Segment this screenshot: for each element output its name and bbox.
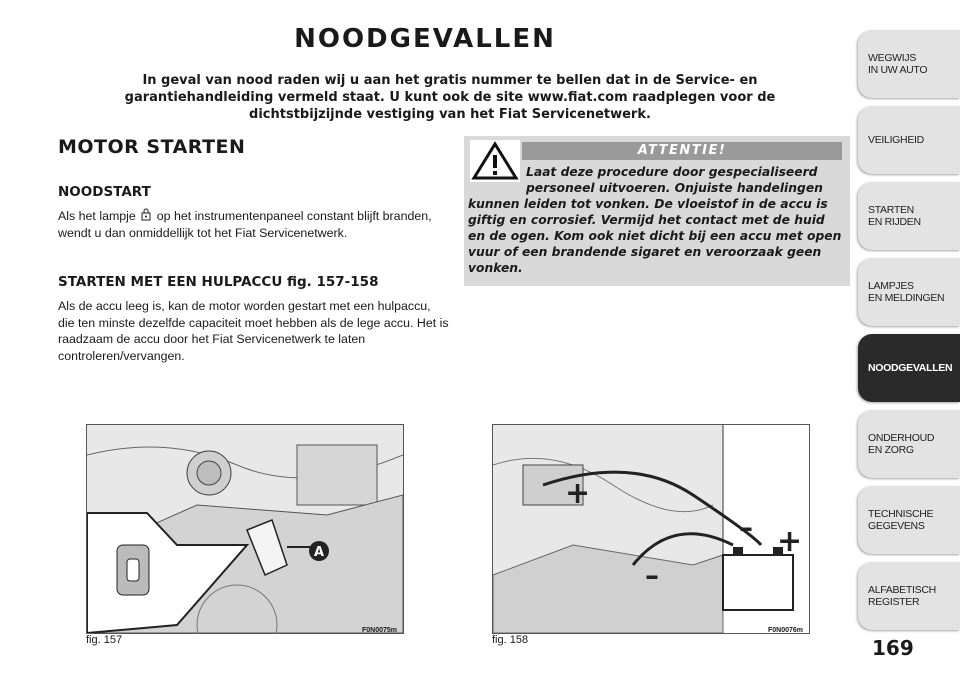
- plus-sign-1: +: [565, 476, 591, 511]
- minus-sign-1: –: [739, 511, 753, 544]
- intro-text: In geval van nood raden wij u aan het gratis nummer te bellen dat in de Service- en garantiehandleiding vermeld staat. U kunt ook de site www.fiat.com raadplegen voor de dichtstbijzijnde vestiging van het Fiat Servicenetwerk.: [124, 73, 776, 122]
- tab-noodgevallen[interactable]: NOODGEVALLEN: [858, 334, 960, 402]
- section-heading: MOTOR STARTEN: [58, 136, 246, 158]
- subheading-hulpaccu: STARTEN MET EEN HULPACCU fig. 157-158: [58, 274, 379, 290]
- paragraph-noodstart-a: Als het lampje: [58, 209, 136, 223]
- callout-a: A: [313, 545, 325, 560]
- paragraph-hulpaccu: Als de accu leeg is, kan de motor worden gestart met een hulpaccu, die ten minste dezelfde capaciteit moet hebben als de lege accu. Het is raadzaam de accu door het Fiat Servicenetwerk te laten controleren/vervangen.: [58, 299, 449, 363]
- tab-onderhoud[interactable]: ONDERHOUD EN ZORG: [858, 410, 960, 478]
- warning-rest: kunnen leiden tot vonken. De vloeistof in de accu is giftig en corrosief. Vermijd het contact met de huid en de ogen. Kom ook niet dicht bij een accu met open vuur of een brandende sigaret en veroorzaak geen vonken.: [468, 197, 842, 275]
- immobilizer-lamp-icon: [139, 208, 153, 222]
- paragraph-noodstart: [58, 208, 450, 241]
- warning-line-1: Laat deze procedure door gespecialiseerd: [526, 165, 818, 179]
- page-number: 169: [872, 636, 914, 660]
- plus-sign-2: +: [777, 524, 803, 559]
- paragraph-noodstart-b: op het instrumentenpaneel constant blijft branden, wendt u dan onmiddellijk tot het Fiat Servicenetwerk.: [58, 209, 432, 240]
- figure-158-caption: fig. 158: [492, 634, 529, 646]
- subheading-noodstart: NOODSTART: [58, 184, 151, 200]
- tab-veiligheid[interactable]: VEILIGHEID: [858, 106, 960, 174]
- tab-starten[interactable]: STARTEN EN RIJDEN: [858, 182, 960, 250]
- figure-158-code: F0N0076m: [768, 627, 804, 634]
- chapter-sidebar: [858, 0, 960, 678]
- figure-157-image: [86, 424, 404, 634]
- tab-lampjes[interactable]: LAMPJES EN MELDINGEN: [858, 258, 960, 326]
- tab-alfabetisch[interactable]: ALFABETISCH REGISTER: [858, 562, 960, 630]
- warning-label: ATTENTIE!: [522, 142, 842, 160]
- figure-157-caption: fig. 157: [86, 634, 123, 646]
- figure-157-code: F0N0075m: [362, 627, 398, 634]
- page-title: NOODGEVALLEN: [294, 24, 556, 54]
- warning-box: [464, 136, 850, 286]
- minus-sign-2: –: [645, 559, 659, 592]
- warning-line-2: personeel uitvoeren. Onjuiste handelingen: [526, 181, 823, 195]
- warning-text: [468, 164, 844, 276]
- tab-wegwijs[interactable]: WEGWIJS IN UW AUTO: [858, 30, 960, 98]
- tab-technische[interactable]: TECHNISCHE GEGEVENS: [858, 486, 960, 554]
- figure-158-image: [492, 424, 810, 634]
